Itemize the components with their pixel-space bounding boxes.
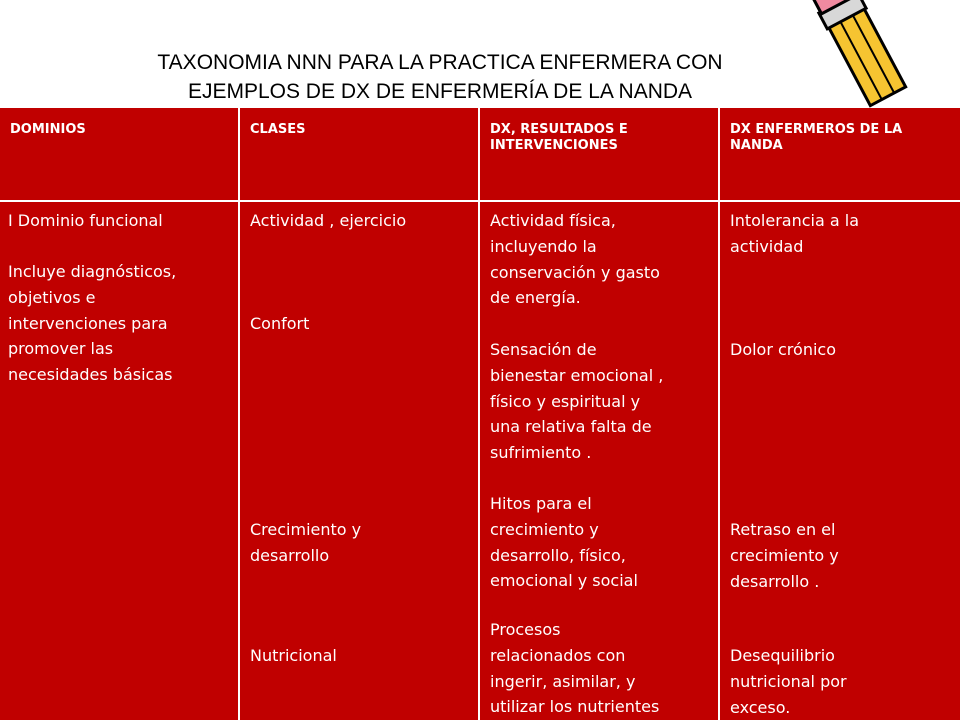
page-title [60,48,820,106]
dx-dolor: Dolor crónico [730,340,836,359]
intervencion-actividad: Actividad física, incluyendo la conservación y gasto de energía. [490,211,660,308]
dominio-name: I Dominio funcional [8,211,163,230]
intervencion-crecimiento: Hitos para el crecimiento y desarrollo, físico, emocional y social [490,494,638,591]
dx-retraso: Retraso en el crecimiento y desarrollo . [730,520,839,591]
dx-intolerancia: Intolerancia a la actividad [730,211,860,256]
header-intervenciones: DX, RESULTADOS E INTERVENCIONES [490,122,628,153]
title-line-1: TAXONOMIA NNN PARA LA PRACTICA ENFERMERA CON [157,51,723,74]
pencil-icon [805,0,935,112]
clase-actividad: Actividad , ejercicio [250,211,407,230]
dx-desequilibrio: Desequilibrio nutricional por exceso. [730,646,847,717]
clase-crecimiento: Crecimiento y desarrollo [250,520,362,565]
taxonomy-table [0,108,960,720]
header-dominios: DOMINIOS [10,122,86,137]
header-diagnosticos: DX ENFERMEROS DE LA NANDA [730,122,903,153]
intervencion-confort: Sensación de bienestar emocional , físico y espiritual y una relativa falta de sufrimiento . [490,340,664,463]
clase-confort: Confort [250,314,310,333]
clase-nutricional: Nutricional [250,646,337,665]
dominio-description: Incluye diagnósticos, objetivos e intervenciones para promover las necesidades básicas [8,262,177,385]
title-line-2: EJEMPLOS DE DX DE ENFERMERÍA DE LA NANDA [187,80,693,103]
intervencion-nutricional: Procesos relacionados con ingerir, asimilar, y utilizar los nutrientes [490,620,660,717]
header-clases: CLASES [250,122,306,137]
header-divider [0,200,960,202]
